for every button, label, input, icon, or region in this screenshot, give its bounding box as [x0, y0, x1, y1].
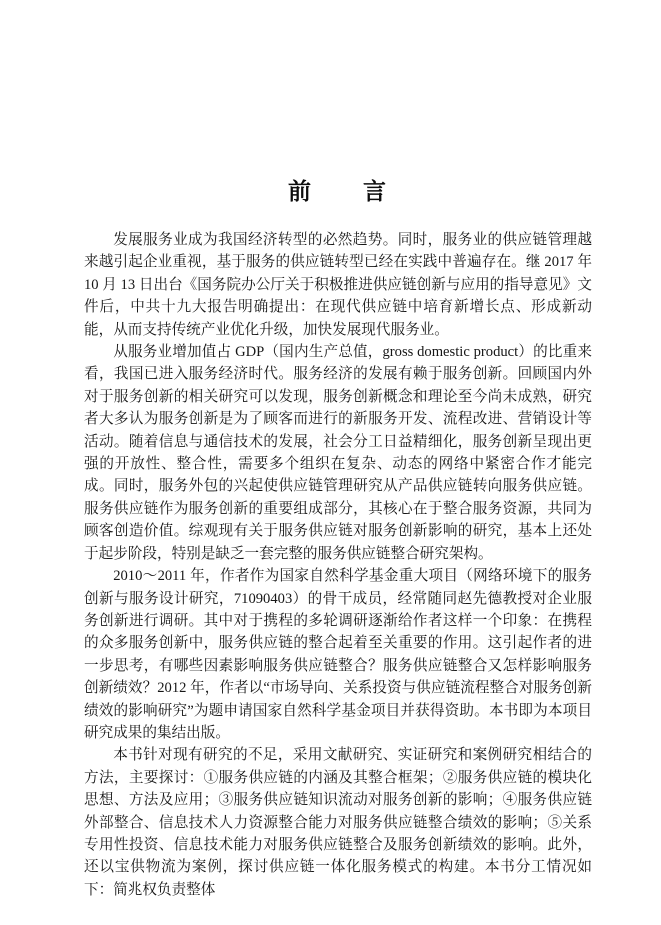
preface-title: 前 言	[288, 179, 388, 205]
preface-paragraph: 从服务业增加值占 GDP（国内生产总值，gross domestic product）的比重来看，我国已进入服务经济时代。服务经济的发展有赖于服务创新。回顾国内外对于服务创新的相关研究可以发现，服务创新概念和理论至今尚未成熟，研究者大多认为服务创新是为了顾客而进行的新服务开发、流程改进、营销设计等活动。随着信息与通信技术的发展，社会分工日益精细化，服务创新呈现出更强的开放性、整合性，需要多个组织在复杂、动态的网络中紧密合作才能完成。同时，服务外包的兴起使供应链管理研究从产品供应链转向服务供应链。服务供应链作为服务创新的重要组成部分，其核心在于整合服务资源，共同为顾客创造价值。综观现有关于服务供应链对服务创新影响的研究，基本上还处于起步阶段，特别是缺乏一套完整的服务供应链整合研究架构。	[84, 344, 592, 562]
preface-body	[84, 229, 592, 901]
preface-paragraph: 本书针对现有研究的不足，采用文献研究、实证研究和案例研究相结合的方法，主要探讨：①服务供应链的内涵及其整合框架；②服务供应链的模块化思想、方法及应用；③服务供应链知识流动对服务创新的影响；④服务供应链外部整合、信息技术人力资源整合能力对服务供应链整合绩效的影响；⑤关系专用性投资、信息技术能力对服务供应链整合及服务创新绩效的影响。此外，还以宝供物流为案例，探讨供应链一体化服务模式的构建。本书分工情况如下：简兆权负责整体	[84, 747, 592, 898]
preface-paragraph: 2010～2011 年，作者作为国家自然科学基金重大项目（网络环境下的服务创新与服务设计研究，71090403）的骨干成员，经常随同赵先德教授对企业服务创新进行调研。其中对于携程的多轮调研逐渐给作者这样一个印象：在携程的众多服务创新中，服务供应链的整合起着至关重要的作用。这引起作者的进一步思考，有哪些因素影响服务供应链整合？服务供应链整合又怎样影响服务创新绩效？2012 年，作者以“市场导向、关系投资与供应链流程整合对服务创新绩效的影响研究”为题申请国家自然科学基金项目并获得资助。本书即为本项目研究成果的集结出版。	[84, 568, 592, 741]
preface-paragraph: 发展服务业成为我国经济转型的必然趋势。同时，服务业的供应链管理越来越引起企业重视，基于服务的供应链转型已经在实践中普遍存在。继 2017 年 10 月 13 日出台《国务院办公厅关于积极推进供应链创新与应用的指导意见》文件后，中共十九大报告明确提出：在现代供应链中培育新增长点、形成新动能，从而支持传统产业优化升级，加快发展现代服务业。	[84, 232, 592, 338]
